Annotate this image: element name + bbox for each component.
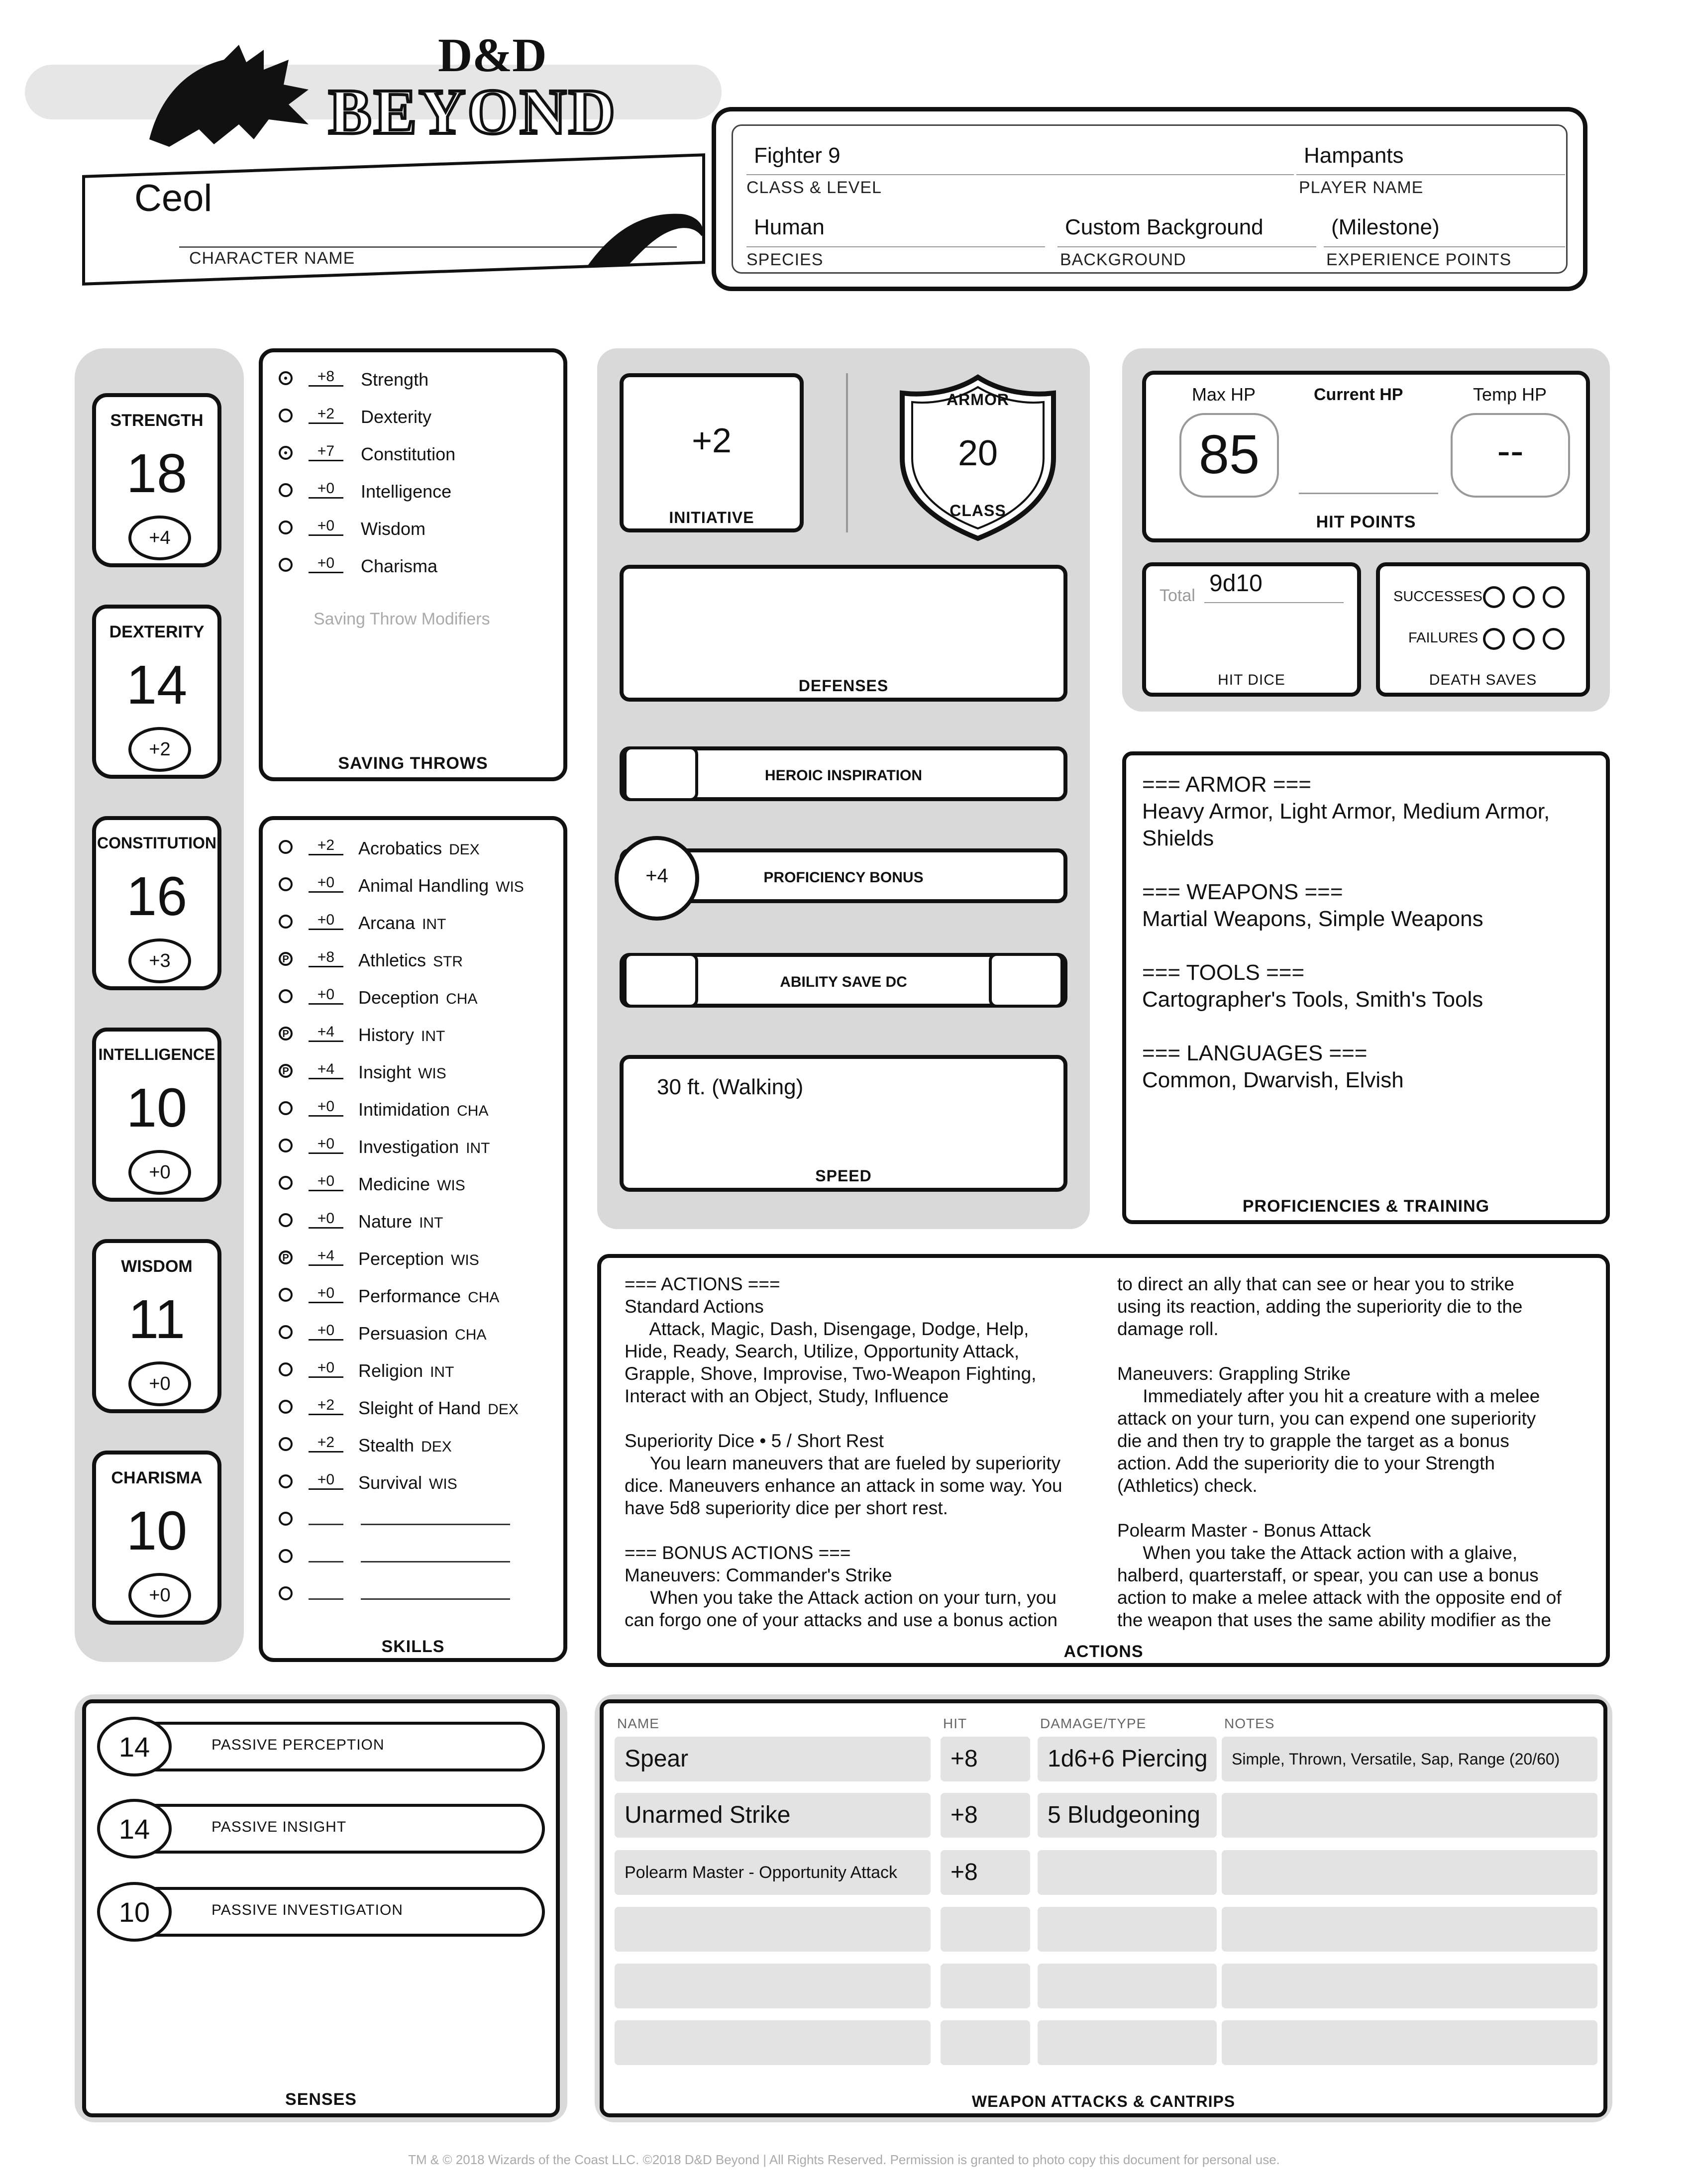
sense-label: PASSIVE PERCEPTION <box>211 1737 385 1753</box>
proficiencies-title: PROFICIENCIES & TRAINING <box>1242 1197 1490 1216</box>
ability-modifier: +0 <box>128 1361 191 1406</box>
logo-dnd: D&D <box>438 28 547 82</box>
speed-label: SPEED <box>815 1167 872 1185</box>
proficiency-circle-icon[interactable] <box>279 1437 293 1451</box>
prof-line <box>1142 1013 1600 1040</box>
species[interactable]: Human <box>754 215 825 239</box>
skill-row[interactable] <box>279 1210 557 1240</box>
sense-passive-insight <box>97 1799 545 1859</box>
proficiency-circle-icon[interactable] <box>279 558 293 572</box>
attack-damage-cell[interactable] <box>1038 1907 1217 1952</box>
proficient-circle-icon[interactable]: P <box>279 1064 293 1078</box>
attack-notes-cell[interactable] <box>1222 1907 1597 1952</box>
dragon-tail-icon <box>582 202 712 271</box>
attack-hit-cell[interactable]: +8 <box>941 1793 1030 1838</box>
failure-circle-2[interactable] <box>1513 628 1535 650</box>
attacks-header-hit: HIT <box>943 1716 967 1731</box>
sense-value[interactable]: 14 <box>97 1717 172 1776</box>
failures-label: FAILURES <box>1408 630 1478 646</box>
ability-name: CHARISMA <box>111 1468 203 1487</box>
sense-label: PASSIVE INSIGHT <box>211 1819 347 1835</box>
hit-dice-total-label: Total <box>1160 586 1195 605</box>
hit-points-title: HIT POINTS <box>1316 513 1416 531</box>
proficiency-circle-icon[interactable] <box>279 483 293 497</box>
experience-label: EXPERIENCE POINTS <box>1326 250 1512 269</box>
skill-mod: +0 <box>309 1136 343 1154</box>
prof-line: === LANGUAGES === <box>1142 1041 1368 1065</box>
prof-line: Cartographer's Tools, Smith's Tools <box>1142 987 1483 1012</box>
skill-mod: +8 <box>309 949 343 967</box>
attack-name-cell[interactable] <box>615 1964 931 2008</box>
proficiency-bonus-label: PROFICIENCY BONUS <box>763 869 924 886</box>
proficiency-circle-icon[interactable] <box>279 1586 293 1600</box>
species-line <box>746 246 1045 247</box>
success-circle-1[interactable] <box>1483 586 1505 608</box>
class-level-label: CLASS & LEVEL <box>746 178 882 197</box>
footer-legal: TM & © 2018 Wizards of the Coast LLC. ©2018 D&D Beyond | All Rights Reserved. Permission is granted to photo copy this document for personal use. <box>408 2152 1280 2167</box>
armor-class-label: CLASS <box>950 502 1006 520</box>
blank-mod-line[interactable] <box>309 1546 343 1562</box>
prof-line <box>1142 933 1600 959</box>
skill-row[interactable] <box>279 1434 557 1464</box>
skill-name: Perception WIS <box>358 1248 479 1269</box>
temp-hp-value[interactable]: -- <box>1497 428 1524 473</box>
actions-column-2: to direct an ally that can see or hear you to strike using its reaction, adding the superiority die to the damage roll. Maneuvers: Grappling Strike Immediately after you hit a creature with a melee attack on your turn, you can expend one superiority die and then try to grapple the target as a bonus action. Add the superiority die to your Strength (Athletics) check. Polearm Master - Bonus Attack When you take the Attack action with a glaive, halberd, quarterstaff, or spear, you can use a bonus action to make a melee attack with the opposite end of the weapon that uses the same ability modifier as the <box>1117 1274 1562 1630</box>
ability-wisdom <box>92 1239 221 1413</box>
ability-save-dc-label: ABILITY SAVE DC <box>780 974 907 990</box>
proficiencies-text <box>1142 771 1600 1094</box>
attack-hit-cell[interactable] <box>941 1964 1030 2008</box>
skill-row[interactable] <box>279 837 557 867</box>
ability-charisma <box>92 1451 221 1625</box>
proficiency-circle-icon[interactable] <box>279 1362 293 1376</box>
attack-hit-cell[interactable]: +8 <box>941 1737 1030 1781</box>
ability-modifier: +0 <box>128 1150 191 1195</box>
proficiency-circle-icon[interactable] <box>279 1474 293 1488</box>
ability-modifier: +4 <box>128 516 191 560</box>
skill-mod: +2 <box>309 1397 343 1415</box>
logo-beyond: BEYOND <box>328 76 618 148</box>
skill-name: History INT <box>358 1025 445 1045</box>
saving-throw-name: Dexterity <box>361 407 432 427</box>
skill-mod: +2 <box>309 837 343 855</box>
prof-line: === WEAPONS === <box>1142 880 1343 904</box>
skill-row[interactable] <box>279 874 557 904</box>
skill-mod: +4 <box>309 1024 343 1042</box>
skill-mod: +0 <box>309 1210 343 1229</box>
attack-notes-cell[interactable]: Simple, Thrown, Versatile, Sap, Range (20/60) <box>1222 1737 1597 1781</box>
skill-mod: +0 <box>309 1173 343 1191</box>
sense-label: PASSIVE INVESTIGATION <box>211 1902 403 1918</box>
attack-damage-cell[interactable]: 1d6+6 Piercing <box>1038 1737 1217 1781</box>
combat-divider <box>846 373 848 532</box>
prof-line: Heavy Armor, Light Armor, Medium Armor, <box>1142 799 1550 824</box>
skill-mod: +0 <box>309 1285 343 1303</box>
skill-name: Persuasion CHA <box>358 1323 487 1344</box>
attack-damage-cell[interactable]: 5 Bludgeoning <box>1038 1793 1217 1838</box>
skill-name: Animal Handling WIS <box>358 875 524 896</box>
skill-row[interactable] <box>279 1322 557 1352</box>
actions-title: ACTIONS <box>1063 1642 1144 1661</box>
prof-line: === TOOLS === <box>1142 960 1305 985</box>
skill-name: Acrobatics DEX <box>358 838 480 858</box>
ability-name: STRENGTH <box>110 411 204 430</box>
ability-score[interactable]: 11 <box>128 1289 186 1350</box>
prof-line: === ARMOR === <box>1142 772 1311 797</box>
proficiency-circle-icon[interactable] <box>279 1288 293 1302</box>
success-circle-2[interactable] <box>1513 586 1535 608</box>
proficiency-circle-icon[interactable] <box>279 446 293 460</box>
initiative-value[interactable]: +2 <box>692 421 732 460</box>
proficient-circle-icon[interactable]: P <box>279 952 293 966</box>
saving-throws-title: SAVING THROWS <box>338 754 488 773</box>
failure-circle-3[interactable] <box>1543 628 1565 650</box>
max-hp-value[interactable]: 85 <box>1198 424 1260 485</box>
proficiency-circle-icon[interactable] <box>279 1213 293 1227</box>
attack-damage-cell[interactable] <box>1038 2020 1217 2065</box>
blank-mod-line[interactable] <box>309 1509 343 1525</box>
ability-dexterity <box>92 605 221 779</box>
ability-score[interactable]: 14 <box>126 654 188 716</box>
proficiency-circle-icon[interactable] <box>279 409 293 422</box>
skill-name: Arcana INT <box>358 913 446 933</box>
proficiency-circle-icon[interactable] <box>279 1101 293 1115</box>
saving-throw-row[interactable] <box>279 518 557 547</box>
player-name[interactable]: Hampants <box>1304 143 1404 168</box>
ability-save-dc-bar <box>620 953 1067 1008</box>
dragon-logo-icon <box>139 40 328 154</box>
ability-score[interactable]: 18 <box>126 443 188 504</box>
attack-name-cell[interactable] <box>615 1907 931 1952</box>
proficient-circle-icon[interactable]: P <box>279 1027 293 1040</box>
death-saves-title: DEATH SAVES <box>1429 672 1537 688</box>
saving-throw-row[interactable] <box>279 480 557 510</box>
hit-dice-value[interactable]: 9d10 <box>1209 570 1263 597</box>
skill-row[interactable] <box>279 1098 557 1128</box>
proficiency-circle-icon[interactable] <box>279 520 293 534</box>
ability-score[interactable]: 10 <box>126 1077 188 1139</box>
heroic-inspiration-label: HEROIC INSPIRATION <box>764 767 923 784</box>
attacks-header-name: NAME <box>617 1716 659 1731</box>
prof-line: Shields <box>1142 826 1214 850</box>
saving-throw-name: Charisma <box>361 556 438 576</box>
saving-throw-row[interactable] <box>279 368 557 398</box>
skill-name: Investigation INT <box>358 1137 490 1157</box>
skill-row[interactable] <box>279 1061 557 1091</box>
proficiency-circle-icon[interactable] <box>279 1512 293 1526</box>
successes-label: SUCCESSES <box>1393 589 1482 605</box>
background[interactable]: Custom Background <box>1065 215 1264 239</box>
player-name-label: PLAYER NAME <box>1299 178 1424 197</box>
skill-row[interactable] <box>279 1024 557 1053</box>
blank-name-line[interactable] <box>361 1509 510 1525</box>
success-circle-3[interactable] <box>1543 586 1565 608</box>
saving-throw-mod: +8 <box>309 368 343 387</box>
proficiency-circle-icon[interactable] <box>279 1400 293 1414</box>
skill-mod: +0 <box>309 1359 343 1378</box>
saving-throw-modifiers-label: Saving Throw Modifiers <box>314 610 490 628</box>
saving-throw-name: Strength <box>361 369 429 390</box>
sense-value[interactable]: 14 <box>97 1799 172 1859</box>
saving-throw-mod: +0 <box>309 555 343 573</box>
attack-name-cell[interactable]: Spear <box>615 1737 931 1781</box>
skill-name: Nature INT <box>358 1211 443 1232</box>
skill-row-blank[interactable] <box>279 1583 557 1613</box>
proficiency-circle-icon[interactable] <box>279 915 293 929</box>
proficiency-circle-icon[interactable] <box>279 1176 293 1190</box>
actions-column-1: === ACTIONS === Standard Actions Attack, Magic, Dash, Disengage, Dodge, Help, Hide, Ready, Search, Utilize, Opportunity Attack, Grapple, Shove, Improvise, Two-Weapon Fighting, Interact with an Object, Study, Influence Superiority Dice • 5 / Short Rest You learn maneuvers that are fueled by superiority dice. Maneuvers enhance an attack in some way. You have 5d8 superiority dice per short rest. === BONUS ACTIONS === Maneuvers: Commander's Strike When you take the Attack action on your turn, you can forgo one of your attacks and use a bonus action <box>625 1274 1062 1630</box>
defenses-label: DEFENSES <box>798 677 889 695</box>
experience-points[interactable]: (Milestone) <box>1331 215 1440 239</box>
skill-name: Religion INT <box>358 1360 454 1381</box>
attack-notes-cell[interactable] <box>1222 1793 1597 1838</box>
skills-title: SKILLS <box>381 1637 445 1656</box>
hit-dice-line <box>1204 602 1344 603</box>
heroic-inspiration-bar[interactable] <box>620 746 1067 801</box>
blank-name-line[interactable] <box>361 1583 510 1600</box>
sense-passive-perception <box>97 1717 545 1776</box>
skill-mod: +0 <box>309 874 343 893</box>
skill-name: Intimidation CHA <box>358 1099 489 1120</box>
proficiency-circle-icon[interactable] <box>279 1139 293 1152</box>
saving-throw-mod: +2 <box>309 406 343 424</box>
attacks-header-notes: NOTES <box>1224 1716 1275 1731</box>
saving-throw-name: Wisdom <box>361 519 426 539</box>
proficient-circle-icon[interactable]: P <box>279 1250 293 1264</box>
skill-mod: +2 <box>309 1434 343 1453</box>
proficiency-bonus-value[interactable]: +4 <box>645 865 668 887</box>
current-hp-field[interactable] <box>1299 418 1438 494</box>
attack-notes-cell[interactable] <box>1222 1850 1597 1895</box>
skill-name: Sleight of Hand DEX <box>358 1398 519 1418</box>
ability-modifier: +0 <box>128 1573 191 1618</box>
attacks-header-damage: DAMAGE/TYPE <box>1040 1716 1147 1731</box>
ability-name: INTELLIGENCE <box>98 1045 215 1063</box>
prof-line: Martial Weapons, Simple Weapons <box>1142 907 1483 931</box>
blank-name-line[interactable] <box>361 1546 510 1562</box>
skill-row[interactable] <box>279 1248 557 1277</box>
proficiency-circle-icon[interactable] <box>279 840 293 854</box>
ability-score[interactable]: 16 <box>126 866 188 927</box>
skill-row[interactable] <box>279 1136 557 1165</box>
ability-name: WISDOM <box>121 1257 193 1276</box>
skill-name: Insight WIS <box>358 1062 446 1082</box>
ability-score[interactable]: 10 <box>126 1500 188 1561</box>
attack-hit-cell[interactable] <box>941 2020 1030 2065</box>
ability-modifier: +3 <box>128 938 191 983</box>
saving-throw-mod: +0 <box>309 480 343 499</box>
temp-hp-label: Temp HP <box>1473 384 1547 405</box>
skill-mod: +0 <box>309 912 343 930</box>
skill-name: Survival WIS <box>358 1472 457 1493</box>
ability-constitution <box>92 816 221 990</box>
skill-mod: +0 <box>309 1322 343 1341</box>
speed-value[interactable]: 30 ft. (Walking) <box>657 1075 804 1099</box>
sense-value[interactable]: 10 <box>97 1882 172 1942</box>
blank-mod-line[interactable] <box>309 1583 343 1600</box>
ability-name: CONSTITUTION <box>97 834 216 852</box>
class-level[interactable]: Fighter 9 <box>754 143 841 168</box>
attacks-title: WEAPON ATTACKS & CANTRIPS <box>971 2092 1236 2110</box>
attack-hit-cell[interactable]: +8 <box>941 1850 1030 1895</box>
armor-label: ARMOR <box>947 391 1009 409</box>
hit-dice-title: HIT DICE <box>1218 672 1285 688</box>
ability-modifier: +2 <box>128 727 191 772</box>
skill-row[interactable] <box>279 986 557 1016</box>
skill-row[interactable] <box>279 1397 557 1427</box>
saving-throw-mod: +0 <box>309 518 343 536</box>
proficiency-circle-icon[interactable] <box>279 371 293 385</box>
attack-hit-cell[interactable] <box>941 1907 1030 1952</box>
attack-name-cell[interactable]: Unarmed Strike <box>615 1793 931 1838</box>
senses-title: SENSES <box>285 2090 357 2109</box>
failure-circle-1[interactable] <box>1483 628 1505 650</box>
max-hp-label: Max HP <box>1192 384 1256 405</box>
skill-row[interactable] <box>279 1173 557 1203</box>
initiative-label: INITIATIVE <box>669 509 754 526</box>
skill-row-blank[interactable] <box>279 1509 557 1539</box>
armor-class-value[interactable]: 20 <box>957 433 998 473</box>
sense-passive-investigation <box>97 1882 545 1942</box>
proficiency-circle-icon[interactable] <box>279 989 293 1003</box>
prof-line <box>1142 852 1600 879</box>
saving-throw-row[interactable] <box>279 555 557 585</box>
experience-line <box>1324 246 1565 247</box>
skill-row[interactable] <box>279 1471 557 1501</box>
attack-notes-cell[interactable] <box>1222 2020 1597 2065</box>
saving-throw-row[interactable] <box>279 443 557 473</box>
character-name[interactable]: Ceol <box>134 177 212 219</box>
prof-line: Common, Dwarvish, Elvish <box>1142 1068 1404 1092</box>
skill-name: Athletics STR <box>358 950 463 970</box>
background-label: BACKGROUND <box>1060 250 1186 269</box>
proficiency-circle-icon[interactable] <box>279 1325 293 1339</box>
skill-row-blank[interactable] <box>279 1546 557 1576</box>
saving-throw-row[interactable] <box>279 406 557 435</box>
ability-intelligence <box>92 1028 221 1202</box>
skill-mod: +0 <box>309 986 343 1005</box>
proficiency-circle-icon[interactable] <box>279 1549 293 1563</box>
skill-name: Stealth DEX <box>358 1435 452 1456</box>
attack-name-cell[interactable]: Polearm Master - Opportunity Attack <box>615 1850 931 1895</box>
skill-mod: +0 <box>309 1471 343 1490</box>
skill-name: Performance CHA <box>358 1286 500 1306</box>
skill-row[interactable] <box>279 1359 557 1389</box>
saving-throw-name: Intelligence <box>361 481 452 502</box>
attack-name-cell[interactable] <box>615 2020 931 2065</box>
skill-row[interactable] <box>279 949 557 979</box>
attack-notes-cell[interactable] <box>1222 1964 1597 2008</box>
skill-mod: +4 <box>309 1248 343 1266</box>
skill-row[interactable] <box>279 912 557 941</box>
proficiency-circle-icon[interactable] <box>279 877 293 891</box>
ability-name: DEXTERITY <box>109 623 205 641</box>
class-level-line <box>746 174 1294 175</box>
character-name-label: CHARACTER NAME <box>189 249 355 268</box>
saving-throw-mod: +7 <box>309 443 343 461</box>
skill-name: Medicine WIS <box>358 1174 465 1194</box>
skill-row[interactable] <box>279 1285 557 1315</box>
attack-damage-cell[interactable] <box>1038 1850 1217 1895</box>
player-name-line <box>1296 174 1565 175</box>
skill-name: Deception CHA <box>358 987 478 1008</box>
skill-mod: +0 <box>309 1098 343 1117</box>
background-line <box>1057 246 1316 247</box>
species-label: SPECIES <box>746 250 824 269</box>
ability-strength <box>92 393 221 567</box>
saving-throw-name: Constitution <box>361 444 456 464</box>
current-hp-label: Current HP <box>1314 385 1403 404</box>
skill-mod: +4 <box>309 1061 343 1079</box>
attack-damage-cell[interactable] <box>1038 1964 1217 2008</box>
